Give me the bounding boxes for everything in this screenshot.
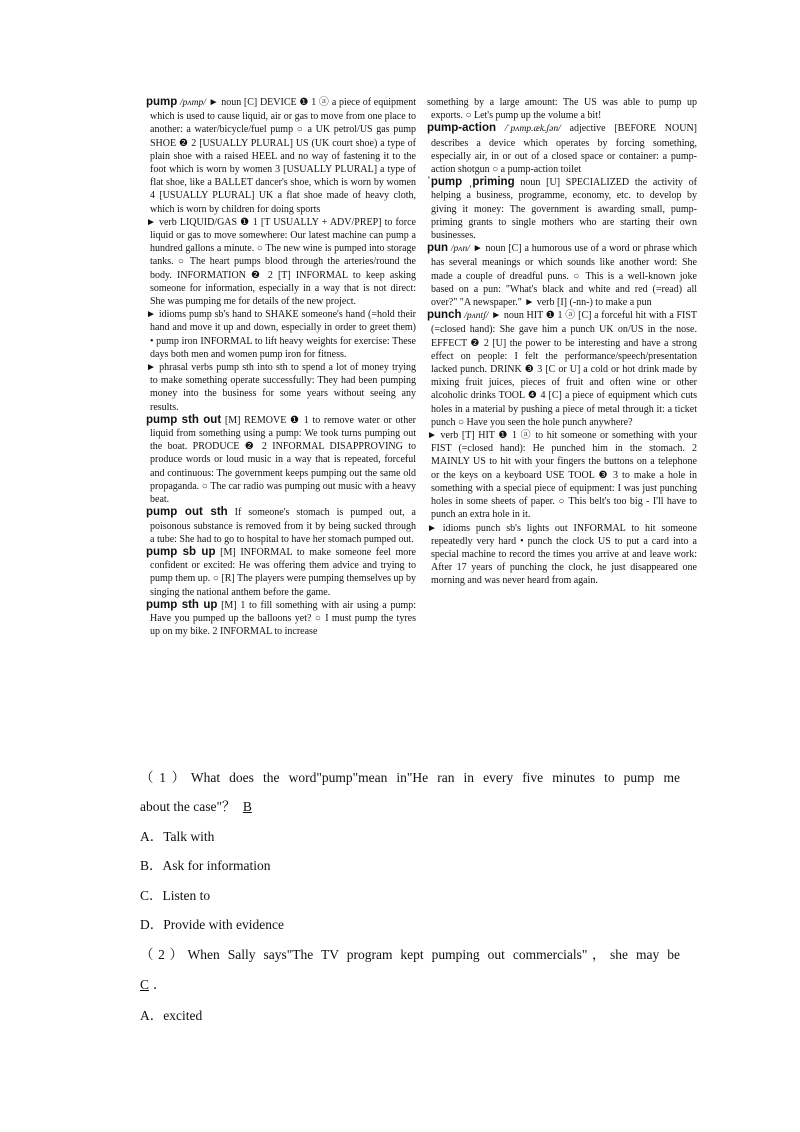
entry-definition: ► verb LIQUID/GAS ❶ 1 [T USUALLY + ADV/PREP] to force liquid or gas to move somewhere: Our latest machine can pump a hundred gallons a minute. ○ The new wine is pumped into storage tanks. ○ The heart pumps blood through the arteries/round the body. INFORMATION ❷ 2 [T] INFORMAL to keep asking someone for information, especially in a way that is not direct: She was pumping me for details of the new project.: [146, 216, 416, 308]
question-2-answer: C: [140, 977, 150, 992]
entry-headword: pump sb up: [146, 545, 216, 558]
entry-definition: ► idioms punch sb's lights out INFORMAL to hit someone repeatedly very hard • punch the clock US to put a card into a special machine to record the times you arrive at and leave work: After 17 years of punching the clock, he just disappeared one morning and was never heard from again.: [427, 522, 697, 587]
entry-definition: [M] REMOVE ❶ 1 to remove water or other liquid from something using a pump: We took turns pumping out the boat. PRODUCE ❷ 2 INFORMAL DISAPPROVING to produce words or loud music in a way that is repeated, forceful and continuous: The government keeps pumping out the same old propaganda. ○ The car radio was pumping out music with a heavy beat.: [150, 414, 417, 506]
question-2-option-a: A．excited: [140, 1008, 203, 1023]
dictionary-left-column: [146, 96, 416, 638]
dictionary-entry: [427, 176, 697, 242]
entry-definition: ► phrasal verbs pump sth into sth to spend a lot of money trying to make something operate successfully: They had been pumping money into the business for some years without seeing any results.: [146, 362, 416, 413]
question-1-answer: B: [242, 799, 252, 814]
entry-definition: ► verb [T] HIT ❶ 1 ⓐ to hit someone or something with your FIST (=closed hand): He punched him in the stomach. 2 MAINLY US to hit with your fingers the buttons on a telephone or the keys on a keyboard USE TOOL ❸ 3 to make a hole in something with a special piece of equipment: I was just punching holes in some sheets of paper. ○ This belt's too big - I'll have to punch an extra hole in it.: [427, 430, 697, 521]
entry-definition: [M] 1 to fill something with air using a pump: Have you pumped up the balloons yet? ○ I must pump the tyres up on my bike. 2 INFORMAL to increase: [150, 599, 417, 638]
dictionary-entry: [427, 122, 697, 176]
question-1-option-d: D．Provide with evidence: [140, 917, 284, 932]
entry-pronunciation: /pʌntʃ/: [464, 311, 489, 322]
entry-definition: ► noun [C] DEVICE ❶ 1 ⓐ a piece of equipment which is used to cause liquid, air or gas to move from one place to another: a water/bicycle/fuel pump ○ a UK petrol/US gas pump SHOE ❷ 2 [USUALLY PLURAL] US (UK court shoe) a type of plain shoe with a raised HEEL and no way of fastening it to the foot which is worn by women 3 [USUALLY PLURAL] a type of flat shoe, like a BALLET dancer's shoe, which is worn by women 4 [USUALLY PLURAL] UK a flat shoe made of heavy cloth, which is worn by children for doing sports: [150, 97, 417, 215]
entry-headword: pump-action: [427, 122, 496, 135]
dictionary-right-column: [427, 96, 697, 588]
question-2-line-2: [140, 975, 680, 995]
dictionary-entry: [146, 506, 416, 546]
entry-definition: [M] INFORMAL to make someone feel more confident or excited: He was offering them advice and trying to pump them up. ○ [R] The players were pumping themselves up by singing the national anthem before the game.: [150, 546, 416, 598]
entry-headword: pump out sth: [146, 506, 228, 519]
entry-definition: ► idioms pump sb's hand to SHAKE someone's hand (=hold their hand and move it up and down, especially in order to greet them) • pump iron INFORMAL to lift heavy weights for exercise: These days both men and women pump iron for fitness.: [146, 309, 416, 360]
question-2-suffix: ．: [153, 977, 167, 992]
entry-headword: ˈpump ˌpriming: [427, 176, 515, 189]
dictionary-entry: [427, 96, 697, 122]
question-1-line-2: [140, 797, 680, 817]
question-1-prefix: about the case"？: [140, 799, 236, 814]
dictionary-entry: [427, 242, 697, 309]
dictionary-entry: [146, 308, 416, 361]
entry-pronunciation: /ˈpʌmp.æk.ʃən/: [504, 124, 561, 135]
entry-definition: If someone's stomach is pumped out, a poisonous substance is removed from it by being sucked through a tube: She had to go to hospital to have her stomach pumped out.: [150, 507, 416, 545]
entry-headword: pump sth out: [146, 413, 222, 426]
question-2-line-1: （2）When Sally says"The TV program kept pumping out commercials"，she may be: [140, 947, 680, 962]
entry-definition: adjective [BEFORE NOUN] describes a device which operates by forcing something, especially air, in or out of a closed space or container: a pump-action shotgun ○ a pump-action toilet: [431, 123, 697, 176]
entry-headword: pump sth up: [146, 598, 218, 611]
question-1-line-1: （1）What does the word"pump"mean in"He ran in every five minutes to pump me: [140, 770, 680, 785]
dictionary-entry: [427, 522, 697, 588]
question-1: [140, 768, 680, 788]
dictionary-entry: [427, 429, 697, 521]
dictionary-entry: [146, 216, 416, 308]
dictionary-entry: [146, 96, 416, 216]
question-1-option-a: A．Talk with: [140, 829, 215, 844]
dictionary-entry: [146, 361, 416, 414]
entry-headword: pun: [427, 242, 449, 255]
dictionary-entry: [146, 546, 416, 599]
dictionary-entry: [146, 414, 416, 506]
entry-definition: something by a large amount: The US was able to pump up exports. ○ Let's pump up the volume a bit!: [427, 97, 697, 122]
entry-definition: ► noun HIT ❶ 1 ⓐ [C] a forceful hit with a FIST (=closed hand): She gave him a punch UK on/US in the nose. EFFECT ❷ 2 [U] the power to be interesting and have a strong effect on people: I felt the performance/speech/presentation lacked punch. DRINK ❸ 3 [C or U] a cold or hot drink made by mixing fruit juices, pieces of fruit and often wine or other alcoholic drinks TOOL ❹ 4 [C] a piece of equipment which cuts holes in a material by pushing a piece of metal through it: a ticket punch ○ Have you seen the hole punch anywhere?: [431, 310, 698, 428]
question-1-option-c: C．Listen to: [140, 888, 211, 903]
entry-headword: pump: [146, 96, 178, 108]
dictionary-entry: [146, 599, 416, 639]
entry-definition: ► noun [C] a humorous use of a word or phrase which has several meanings or which sounds like another word: She made a couple of dreadful puns. ○ This is a well-known joke based on a pun: "What's black and white and red (=read) all over?" "A newspaper." ► verb [I] (-nn-) to make a pun: [431, 243, 698, 309]
entry-pronunciation: /pʌmp/: [180, 98, 206, 108]
question-1-option-b: B．Ask for information: [140, 858, 271, 873]
entry-definition: noun [U] SPECIALIZED the activity of helping a business, programme, economy, etc. to develop by giving it money: The government is awarding small, pump-priming grants to single mothers who are starting their own businesses.: [431, 177, 697, 242]
question-2: [140, 945, 680, 965]
entry-pronunciation: /pʌn/: [450, 244, 470, 255]
dictionary-scan: [146, 96, 706, 711]
entry-headword: punch: [427, 309, 462, 322]
dictionary-entry: [427, 309, 697, 429]
